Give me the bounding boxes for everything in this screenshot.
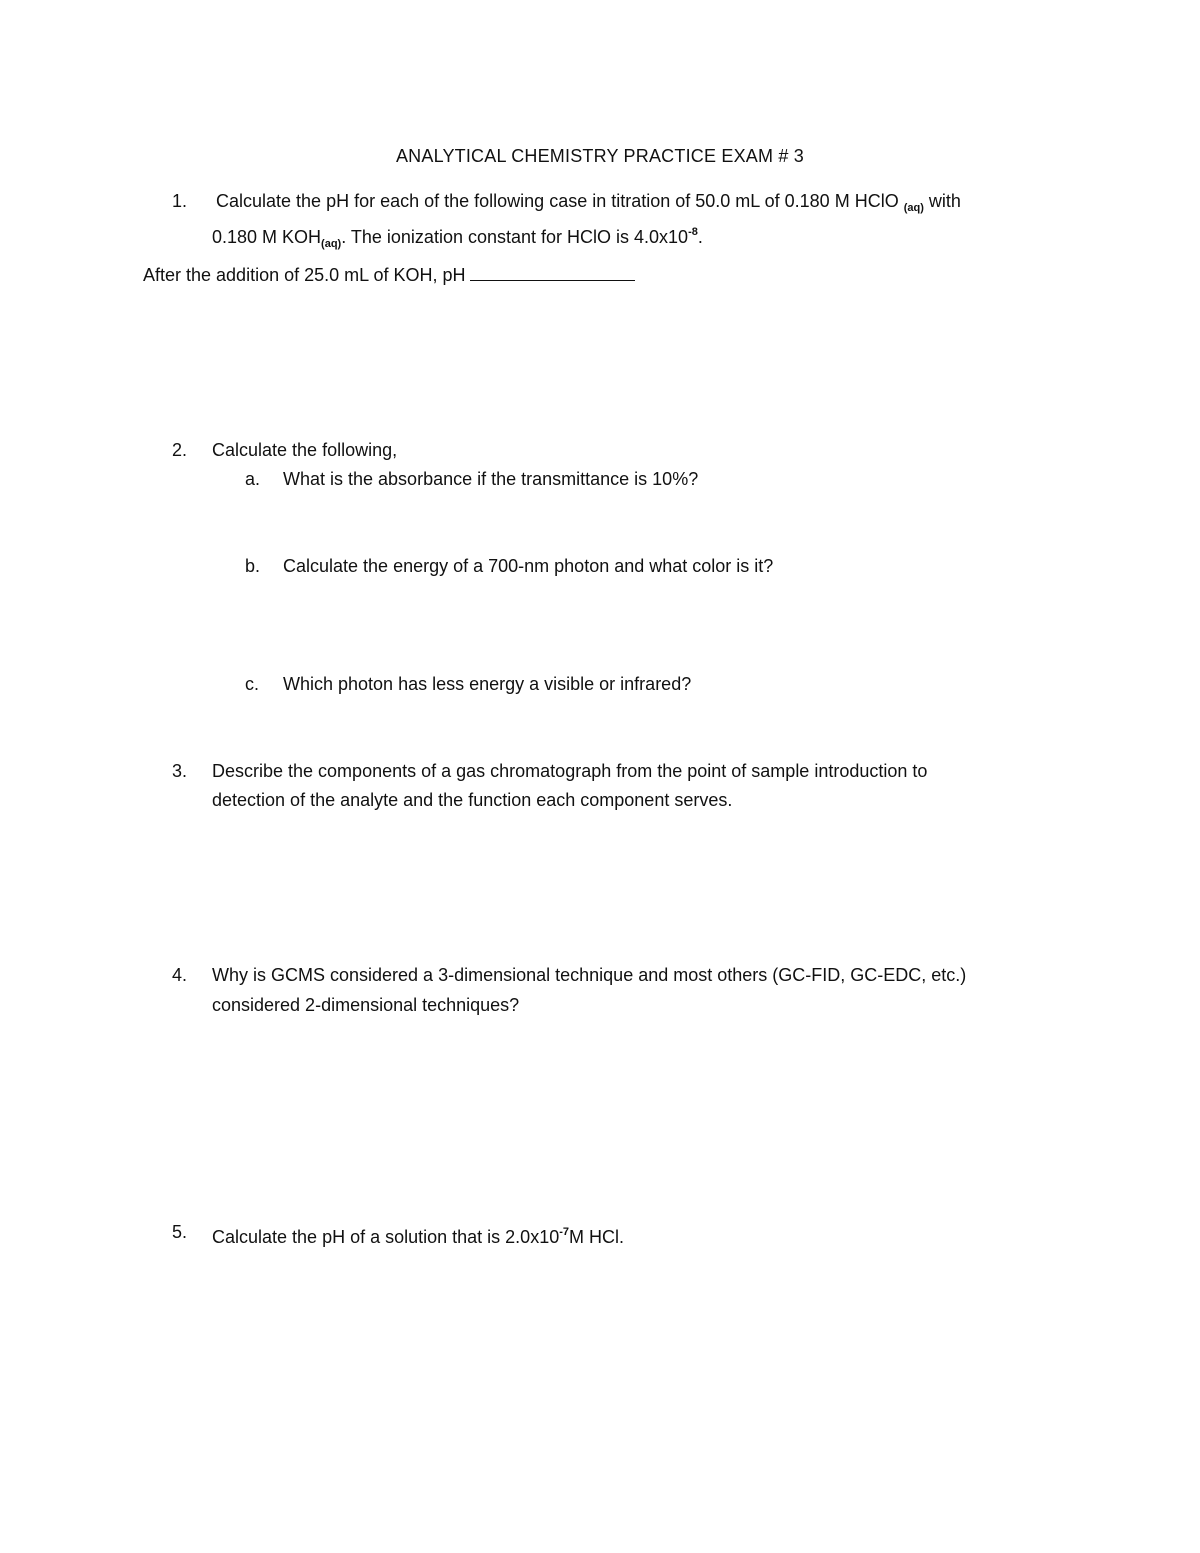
question-1-superscript: -8 [688,226,698,238]
question-2-text: Calculate the following, [212,440,398,460]
question-5-superscript: -7 [559,1226,569,1238]
question-1-subscript-aq: (aq) [903,202,924,214]
question-2-number: 2. [172,440,188,460]
question-1-subscript-aq-2: (aq) [321,238,342,250]
question-5-text: Calculate the pH of a solution that is 2.0x10 [212,1227,560,1247]
question-2a-letter: a. [245,469,261,489]
question-1-text-b: with [928,191,961,211]
question-3-line-2: detection of the analyte and the function each component serves. [212,790,733,810]
question-2c-letter: c. [245,674,260,694]
question-1-text-e: . [697,227,703,247]
question-1-prompt-line [143,264,635,286]
question-1-number: 1. [172,191,188,211]
question-3-line-1: Describe the components of a gas chromatograph from the point of sample introduction to [212,761,928,781]
question-2c-text: Which photon has less energy a visible or infrared? [283,674,692,694]
question-1-text-a: Calculate the pH for each of the following case in titration of 50.0 mL of 0.180 M HClO [216,191,899,211]
question-1-text-c: 0.180 M KOH [212,227,322,247]
question-2b-text: Calculate the energy of a 700-nm photon and what color is it? [283,556,774,576]
question-5-number: 5. [172,1222,188,1242]
question-1-text-d: . The ionization constant for HClO is 4.0x10 [341,227,689,247]
question-1-prompt: After the addition of 25.0 mL of KOH, pH [143,265,466,285]
question-4-number: 4. [172,965,188,985]
answer-blank[interactable] [470,266,635,281]
question-4-line-1: Why is GCMS considered a 3-dimensional technique and most others (GC-FID, GC-EDC, etc.) [212,965,967,985]
question-5-line [212,1221,624,1248]
question-2b-letter: b. [245,556,261,576]
page-title: ANALYTICAL CHEMISTRY PRACTICE EXAM # 3 [395,146,805,166]
question-2a-text: What is the absorbance if the transmittance is 10%? [283,469,699,489]
question-4-line-2: considered 2-dimensional techniques? [212,995,520,1015]
question-5-tail: M HCl. [569,1227,624,1247]
question-1-line-1 [216,190,961,219]
question-1-line-2 [212,221,703,255]
question-3-number: 3. [172,761,188,781]
